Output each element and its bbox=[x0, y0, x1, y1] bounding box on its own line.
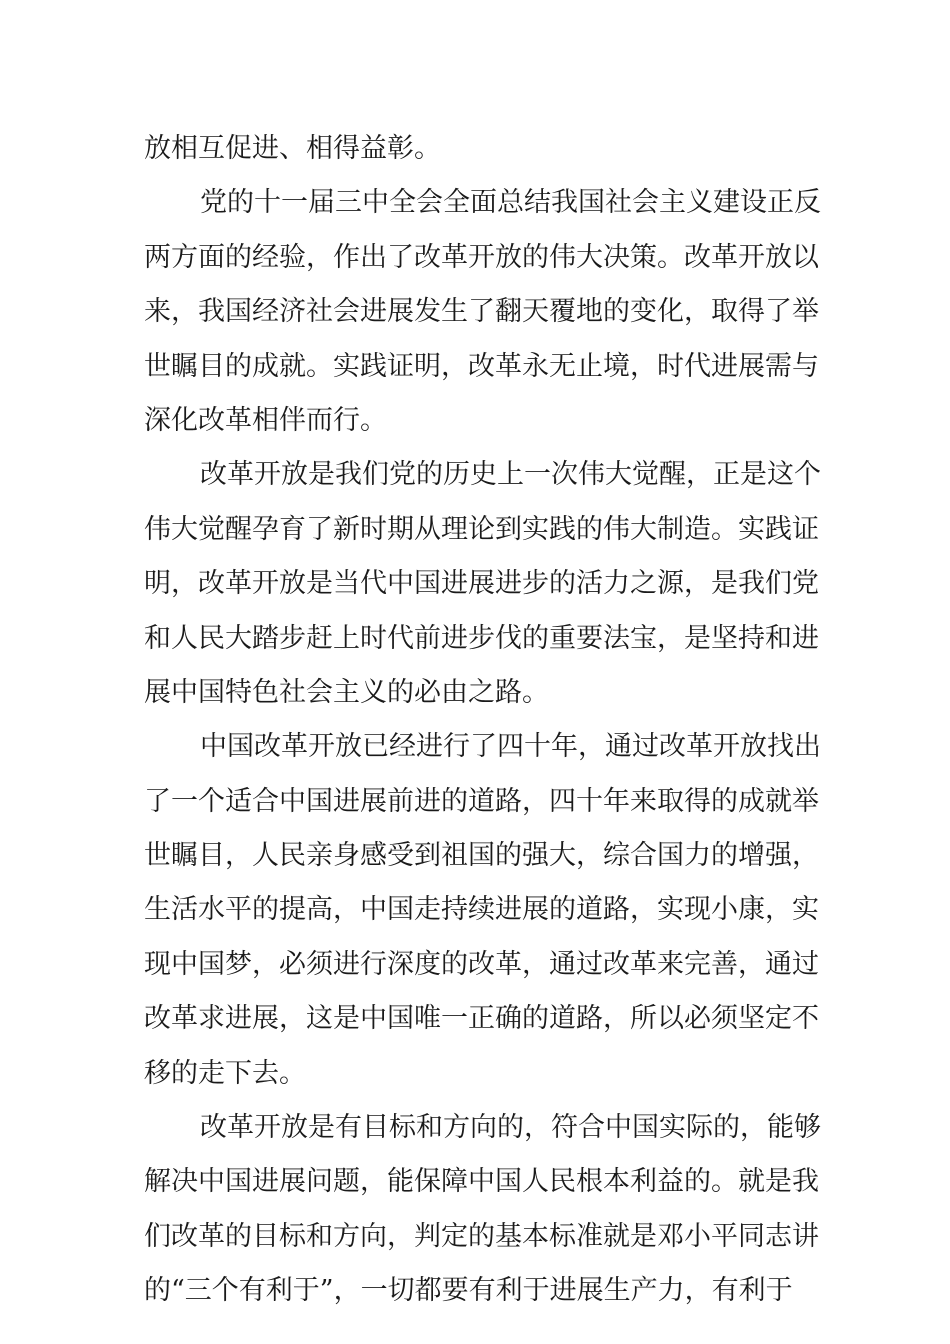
text-line: 党的十一届三中全会全面总结我国社会主义建设正反 bbox=[200, 187, 821, 219]
text-line: 世瞩目的成就。实践证明，改革永无止境，时代进展需与 bbox=[144, 350, 819, 382]
text-line: 明，改革开放是当代中国进展进步的活力之源，是我们党 bbox=[144, 568, 819, 600]
text-line: 深化改革相伴而行。 bbox=[144, 404, 387, 436]
text-line: 改革求进展，这是中国唯一正确的道路，所以必须坚定不 bbox=[144, 1003, 819, 1035]
text-line: 生活水平的提高，中国走持续进展的道路，实现小康，实 bbox=[144, 894, 819, 926]
text-line: 中国改革开放已经进行了四十年，通过改革开放找出 bbox=[200, 731, 821, 763]
text-line: 世瞩目，人民亲身感受到祖国的强大，综合国力的增强， bbox=[144, 840, 819, 872]
text-line: 展中国特色社会主义的必由之路。 bbox=[144, 676, 549, 708]
text-line: 解决中国进展问题，能保障中国人民根本利益的。就是我 bbox=[144, 1166, 819, 1198]
text-line: 和人民大踏步赶上时代前进步伐的重要法宝，是坚持和进 bbox=[144, 622, 819, 654]
text-line: 了一个适合中国进展前进的道路，四十年来取得的成就举 bbox=[144, 785, 819, 817]
document-body bbox=[144, 122, 821, 1319]
text-line: 现中国梦，必须进行深度的改革，通过改革来完善，通过 bbox=[144, 948, 819, 980]
text-line: 来，我国经济社会进展发生了翻天覆地的变化，取得了举 bbox=[144, 296, 819, 328]
text-line: 伟大觉醒孕育了新时期从理论到实践的伟大制造。实践证 bbox=[144, 513, 819, 545]
text-line: 们改革的目标和方向，判定的基本标准就是邓小平同志讲 bbox=[144, 1220, 819, 1252]
text-line: 放相互促进、相得益彰。 bbox=[144, 133, 441, 164]
text-line: 改革开放是有目标和方向的，符合中国实际的，能够 bbox=[200, 1112, 821, 1144]
text-line: 改革开放是我们党的历史上一次伟大觉醒，正是这个 bbox=[200, 459, 821, 491]
text-line: 移的走下去。 bbox=[144, 1057, 306, 1089]
text-line: 的“三个有利于”，一切都要有利于进展生产力，有利于 bbox=[144, 1275, 793, 1307]
text-line: 两方面的经验，作出了改革开放的伟大决策。改革开放以 bbox=[144, 241, 819, 273]
